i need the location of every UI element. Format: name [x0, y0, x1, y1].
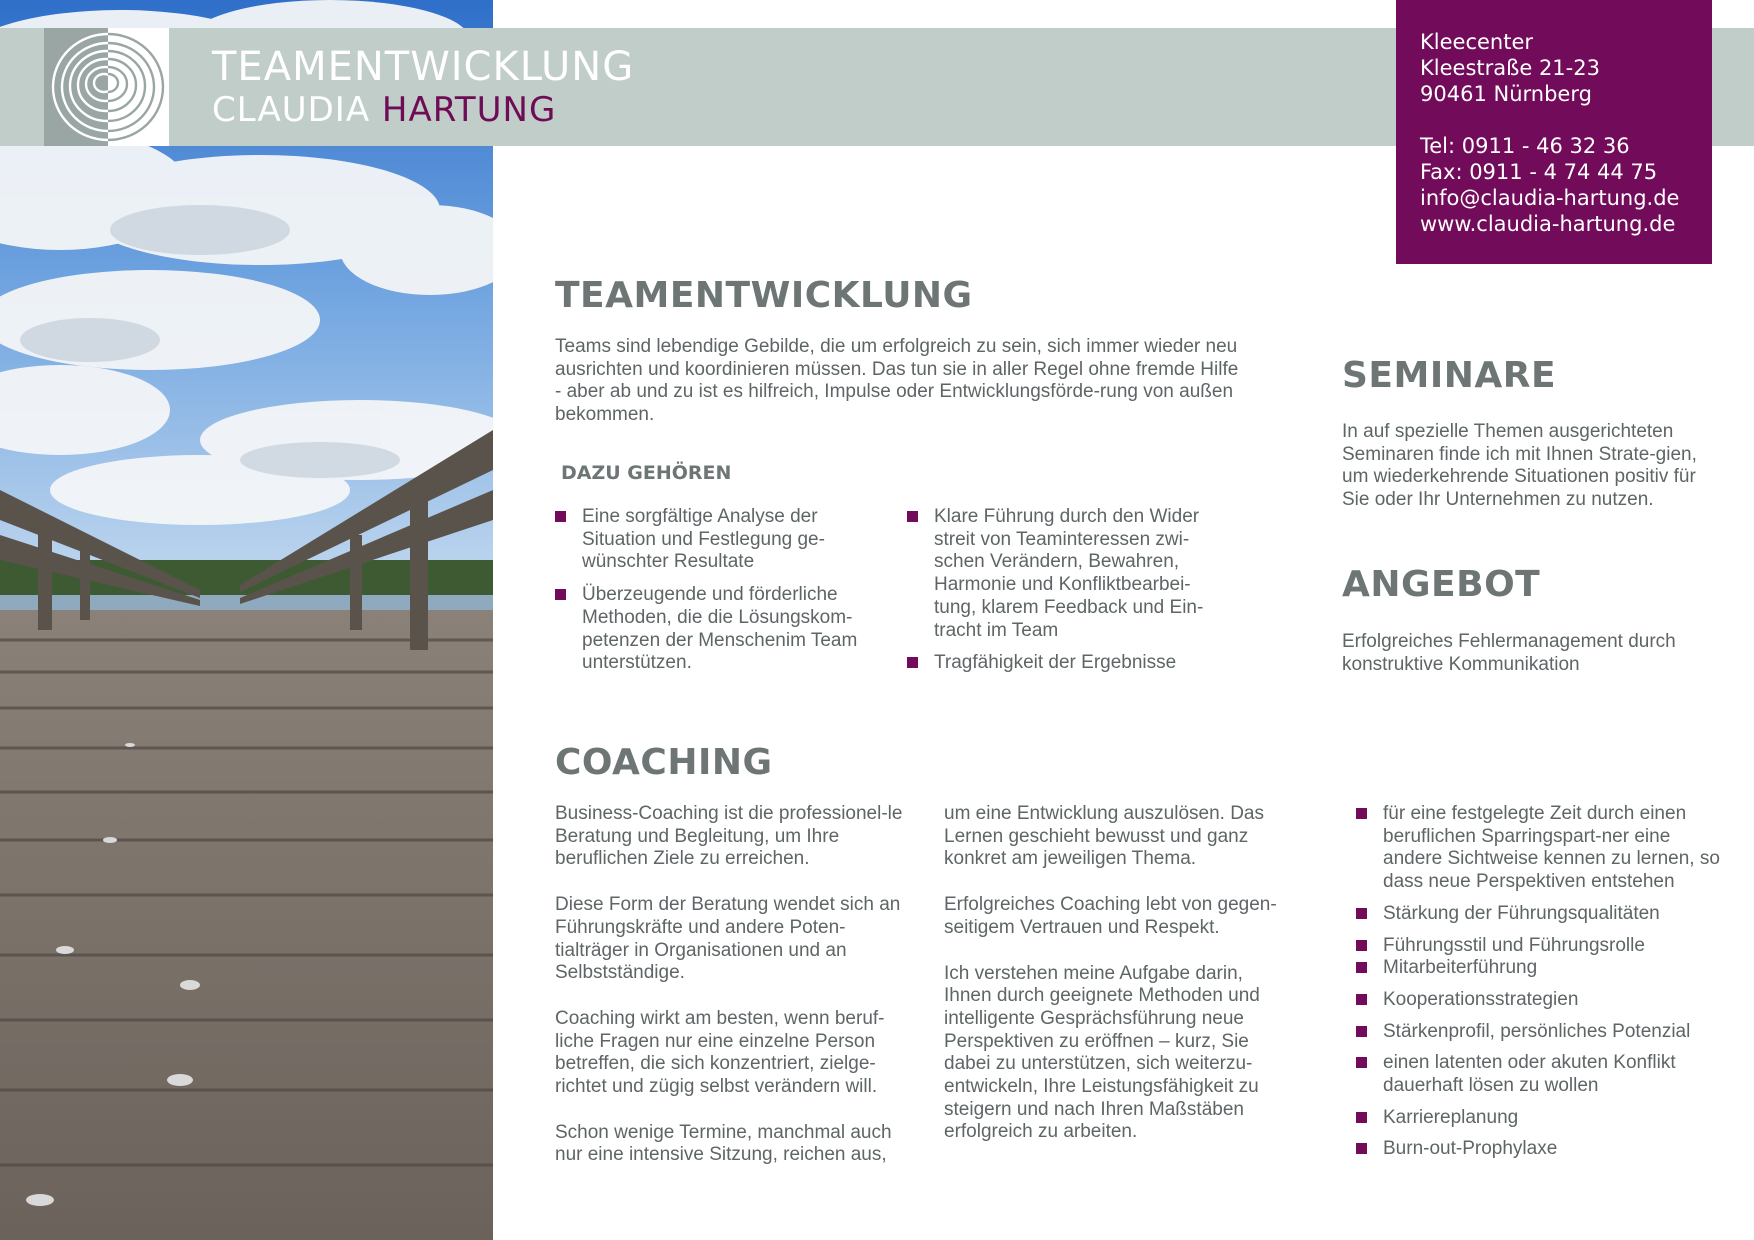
boardwalk-photo — [0, 0, 493, 1240]
logo — [44, 28, 169, 146]
list-item: Stärkenprofil, persönliches Potenzial — [1356, 1021, 1726, 1044]
teamentwicklung-intro-text: Teams sind lebendige Gebilde, die um erfolgreich zu sein, sich immer wieder neu ausrichten und koordinieren müssen. Das tun sie in aller Regel ohne fremde Hilfe - aber ab und zu ist es hilfreich, Impulse oder Entwicklungsförde-rung von außen bekommen. — [555, 336, 1239, 426]
coaching-paragraph: Coaching wirkt am besten, wenn beruf-liche Fragen nur eine einzelne Person betreffen, die sich konzentriert, zielge-richtet und zügig selbst verändern will. — [555, 1007, 885, 1098]
list-item: Überzeugende und förderliche Methoden, die die Lösungskom-petenzen der Menschenim Team unterstützen. — [555, 584, 875, 675]
brand-title-line1: TEAMENTWICKLUNG — [212, 44, 635, 90]
bullet-square-icon — [1356, 1143, 1367, 1154]
bullet-square-icon — [1356, 908, 1367, 919]
contact-email[interactable]: info@claudia-hartung.de — [1420, 186, 1680, 210]
brand-last-name: HARTUNG — [381, 90, 557, 130]
coaching-paragraph: Erfolgreiches Coaching lebt von gegen-seitigem Vertrauen und Respekt. — [944, 894, 1277, 938]
section-heading-coaching: COACHING — [555, 742, 773, 783]
section-heading-seminare: SEMINARE — [1342, 355, 1557, 396]
bullet-square-icon — [907, 511, 918, 522]
list-item: Burn-out-Prophylaxe — [1356, 1138, 1726, 1161]
list-item: für eine festgelegte Zeit durch einen beruflichen Sparringspart-ner eine andere Sichtweise kennen zu lernen, so dass neue Perspektiven entstehen — [1356, 803, 1726, 894]
contact-web[interactable]: www.claudia-hartung.de — [1420, 212, 1676, 236]
brand-title-line2 — [212, 90, 634, 130]
list-item: Klare Führung durch den Wider streit von Teaminteressen zwi-schen Verändern, Bewahren, Harmonie und Konfliktbearbei-tung, klarem Feedback und Ein-tracht im Team — [907, 506, 1217, 642]
bullet-square-icon — [1356, 962, 1367, 973]
section-heading-teamentwicklung: TEAMENTWICKLUNG — [555, 275, 973, 316]
coaching-column-2 — [944, 803, 1289, 1167]
coaching-paragraph: Ich verstehen meine Aufgabe darin, Ihnen durch geeignete Methoden und intelligente Gesprächsführung neue Perspektiven zu eröffnen – kurz, Sie dabei zu unterstützen, sich weiterzu-entwickeln, Ihre Leistungsfähigkeit zu steigern und nach Ihren Maßstäben erfolgreich zu arbeiten. — [944, 962, 1260, 1143]
list-item: Kooperationsstrategien — [1356, 989, 1726, 1012]
bullet-square-icon — [1356, 994, 1367, 1005]
contact-street: Kleestraße 21-23 — [1420, 56, 1600, 80]
contact-name: Kleecenter — [1420, 30, 1534, 54]
bullet-square-icon — [1356, 1026, 1367, 1037]
subheading-dazu-gehoeren: DAZU GEHÖREN — [561, 462, 732, 484]
list-item: Eine sorgfältige Analyse der Situation und Festlegung ge-wünschter Resultate — [555, 506, 875, 574]
list-item: Karriereplanung — [1356, 1107, 1726, 1130]
contact-box — [1396, 0, 1712, 264]
bullet-square-icon — [1356, 1057, 1367, 1068]
bullet-square-icon — [1356, 1112, 1367, 1123]
list-item: Tragfähigkeit der Ergebnisse — [907, 652, 1217, 675]
seminare-text: In auf spezielle Themen ausgerichteten Seminaren finde ich mit Ihnen Strate-gien, um wiederkehrende Situationen positiv für Sie oder Ihr Unternehmen zu nutzen. — [1342, 421, 1697, 511]
list-item: Stärkung der Führungsqualitäten — [1356, 903, 1726, 926]
coaching-paragraph: Business-Coaching ist die professionel-le Beratung und Begleitung, um Ihre beruflichen Ziele zu erreichen. — [555, 803, 903, 870]
coaching-paragraph: um eine Entwicklung auszulösen. Das Lernen geschieht bewusst und ganz konkret am jeweiligen Thema. — [944, 803, 1265, 870]
bullet-square-icon — [1356, 808, 1367, 819]
teamentwicklung-list-right — [907, 506, 1217, 675]
list-item: Mitarbeiterführung — [1356, 957, 1726, 980]
bullet-square-icon — [907, 657, 918, 668]
coaching-topics-list — [1356, 803, 1726, 1161]
coaching-paragraph: Diese Form der Beratung wendet sich an Führungskräfte und andere Poten-tialträger in Organisationen und an Selbstständige. — [555, 894, 901, 984]
bullet-square-icon — [555, 589, 566, 600]
coaching-paragraph: Schon wenige Termine, manchmal auch nur eine intensive Sitzung, reichen aus, — [555, 1121, 892, 1166]
bullet-square-icon — [555, 511, 566, 522]
teamentwicklung-intro — [555, 336, 1245, 450]
section-heading-angebot: ANGEBOT — [1342, 564, 1541, 605]
contact-city: 90461 Nürnberg — [1420, 82, 1592, 106]
angebot-text: Erfolgreiches Fehlermanagement durch konstruktive Kommunikation — [1342, 631, 1676, 675]
coaching-column-1 — [555, 803, 910, 1190]
list-item: einen latenten oder akuten Konflikt dauerhaft lösen zu wollen — [1356, 1052, 1726, 1097]
contact-tel: Tel: 0911 - 46 32 36 — [1420, 134, 1630, 158]
teamentwicklung-list-left — [555, 506, 875, 675]
bullet-square-icon — [1356, 940, 1367, 951]
list-item: Führungsstil und Führungsrolle — [1356, 935, 1726, 958]
brand-title — [212, 44, 634, 130]
brand-first-name: CLAUDIA — [212, 90, 371, 130]
contact-fax: Fax: 0911 - 4 74 44 75 — [1420, 160, 1658, 184]
